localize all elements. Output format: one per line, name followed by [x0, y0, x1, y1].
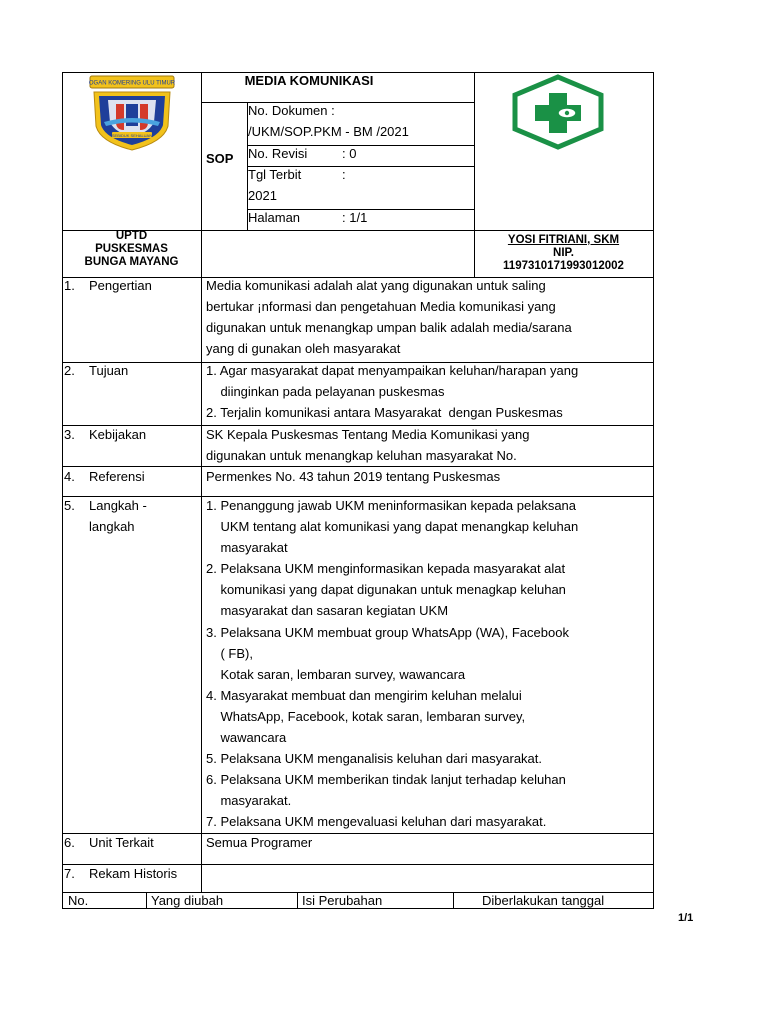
revision-label: No. Revisi	[248, 146, 308, 161]
section-title: Tujuan	[89, 363, 129, 378]
logo-motto-text: SEBIDUK SEHALUAN	[111, 132, 153, 138]
section-number: 1.	[64, 278, 75, 293]
unit-line-1: UPTD	[115, 230, 148, 242]
section-line: Media komunikasi adalah alat yang digunakan untuk saling	[206, 278, 546, 293]
section-line: ( FB),	[206, 646, 253, 661]
issue-date-value: 2021	[248, 188, 277, 203]
section-line: 4. Masyarakat membuat dan mengirim keluhan melalui	[206, 688, 522, 703]
section-line: 2. Pelaksana UKM menginformasikan kepada masyarakat alat	[206, 561, 566, 576]
section-line: 2. Terjalin komunikasi antara Masyarakat dengan Puskesmas	[206, 405, 563, 420]
section-line: 6. Pelaksana UKM memberikan tindak lanjut terhadap keluhan	[206, 772, 566, 787]
section-line: SK Kepala Puskesmas Tentang Media Komunikasi yang	[206, 427, 530, 442]
section-title: Rekam Historis	[89, 866, 178, 881]
section-number: 4.	[64, 469, 75, 484]
puskesmas-logo	[509, 74, 607, 150]
doc-number-label: No. Dokumen :	[248, 103, 335, 118]
section-line: Semua Programer	[206, 835, 313, 850]
unit-name	[62, 230, 201, 269]
section-line: digunakan untuk menangkap keluhan masyarakat No.	[206, 448, 517, 463]
section-number: 5.	[64, 498, 75, 513]
section-line: digunakan untuk menangkap umpan balik adalah media/sarana	[206, 320, 572, 335]
section-line: masyarakat	[206, 540, 288, 555]
section-line: 7. Pelaksana UKM mengevaluasi keluhan dari masyarakat.	[206, 814, 547, 829]
section-line: 1. Agar masyarakat dapat menyampaikan keluhan/harapan yang	[206, 363, 579, 378]
section-title: Unit Terkait	[89, 835, 154, 850]
section-number: 6.	[64, 835, 75, 850]
section-line: masyarakat dan sasaran kegiatan UKM	[206, 603, 449, 618]
section-title: Referensi	[89, 469, 145, 484]
section-line: bertukar ¡nformasi dan pengetahuan Media komunikasi yang	[206, 299, 556, 314]
section-line: wawancara	[206, 730, 287, 745]
logo-banner-text: OGAN KOMERING ULU TIMUR	[88, 80, 176, 87]
section-number: 3.	[64, 427, 75, 442]
unit-line-3: BUNGA MAYANG	[84, 256, 179, 268]
revision-value: : 0	[342, 146, 357, 161]
history-header-changed: Yang diubah	[151, 893, 224, 908]
section-title: Pengertian	[89, 278, 152, 293]
regional-shield-logo	[82, 74, 182, 154]
section-line: Kotak saran, lembaran survey, wawancara	[206, 667, 466, 682]
unit-line-2: PUSKESMAS	[95, 243, 168, 255]
sop-label: SOP	[206, 151, 234, 166]
page-number: 1/1	[678, 912, 694, 924]
section-title: Kebijakan	[89, 427, 147, 442]
history-header-effective-date: Diberlakukan tanggal	[482, 893, 605, 908]
signer-nip: 1197310171993012002	[503, 260, 624, 272]
section-line: 1. Penanggung jawab UKM meninformasikan kepada pelaksana	[206, 498, 577, 513]
section-line: komunikasi yang dapat digunakan untuk menagkap keluhan	[206, 582, 566, 597]
section-number: 2.	[64, 363, 75, 378]
section-line: masyarakat.	[206, 793, 292, 808]
section-line: 5. Pelaksana UKM menganalisis keluhan dari masyarakat.	[206, 751, 543, 766]
page-label: Halaman	[248, 210, 301, 225]
doc-number-value: /UKM/SOP.PKM - BM /2021	[248, 124, 409, 139]
section-line: 3. Pelaksana UKM membuat group WhatsApp (WA), Facebook	[206, 625, 569, 640]
section-title: langkah	[89, 519, 135, 534]
issue-date-separator: :	[342, 167, 346, 182]
history-header-no: No.	[68, 893, 89, 908]
signer-block	[474, 234, 653, 273]
section-line: yang di gunakan oleh masyarakat	[206, 341, 401, 356]
issue-date-label: Tgl Terbit	[248, 167, 302, 182]
section-number: 7.	[64, 866, 75, 881]
section-line: WhatsApp, Facebook, kotak saran, lembaran survey,	[206, 709, 526, 724]
signer-nip-label: NIP.	[553, 247, 574, 259]
section-line: diinginkan pada pelayanan puskesmas	[206, 384, 445, 399]
page-value: : 1/1	[342, 210, 368, 225]
section-line: UKM tentang alat komunikasi yang dapat menangkap keluhan	[206, 519, 579, 534]
section-title: Langkah -	[89, 498, 147, 513]
section-line: Permenkes No. 43 tahun 2019 tentang Puskesmas	[206, 469, 501, 484]
history-header-content: Isi Perubahan	[302, 893, 383, 908]
document-title: MEDIA KOMUNIKASI	[244, 73, 374, 88]
signer-name: YOSI FITRIANI, SKM	[507, 234, 620, 246]
